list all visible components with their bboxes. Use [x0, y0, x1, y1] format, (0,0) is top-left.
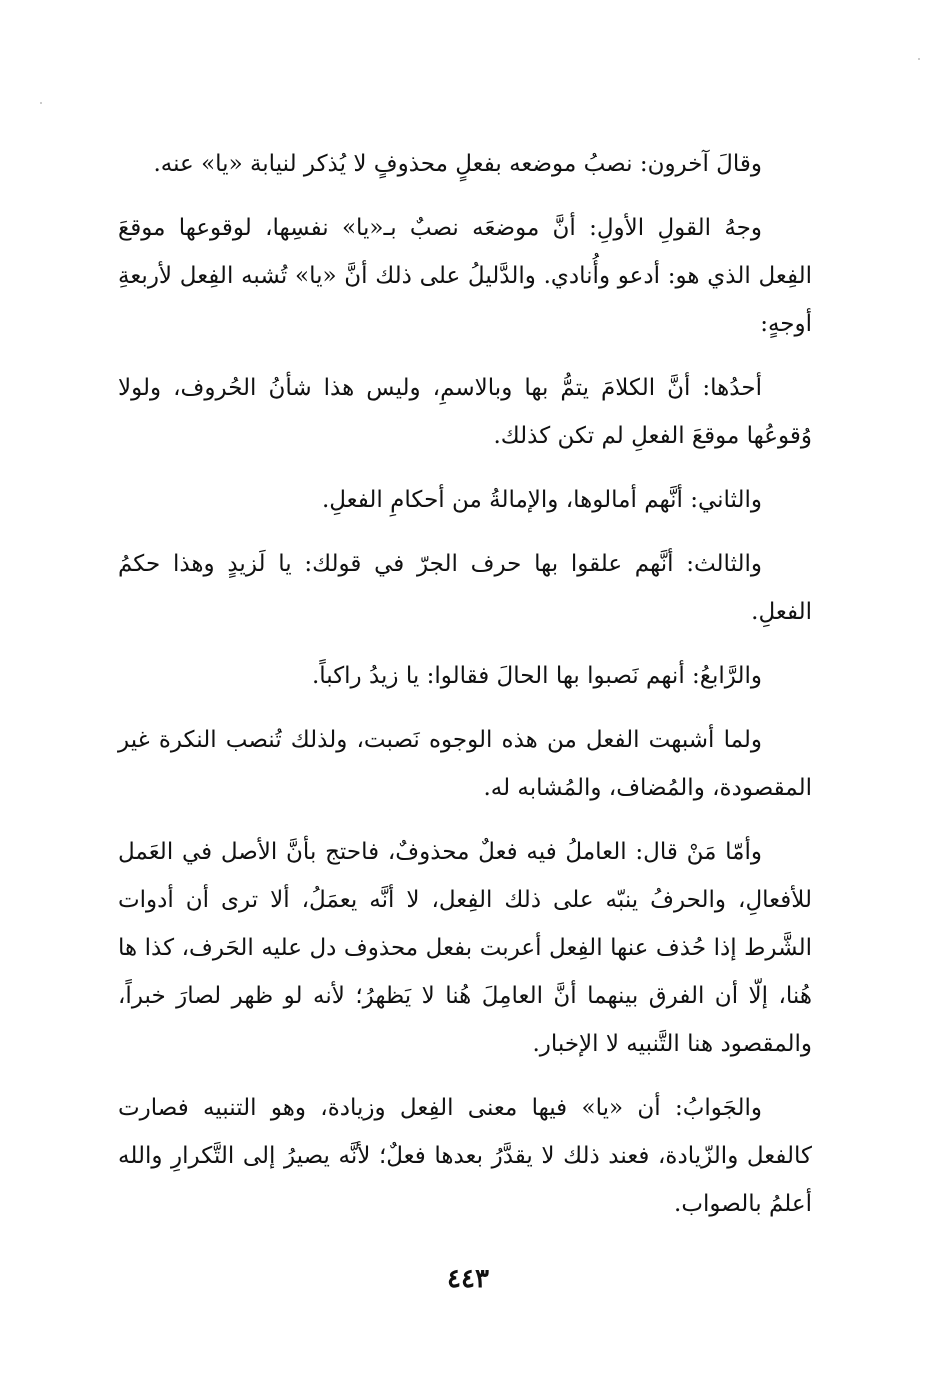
paragraph-first-view-reason: وجهُ القولِ الأولِ: أنَّ موضعَه نصبٌ بـ«يا» نفسِها، لوقوعها موقعَ الفِعل الذي هو: أدعو وأُنادي. والدَّليلُ على ذلك أنَّ «يا» تُشبه الفِعل لأربعةِ أوجهٍ:: [118, 215, 812, 337]
paragraph-second-view: وأمّا مَنْ قال: العاملُ فيه فعلٌ محذوفٌ، فاحتج بأنَّ الأصل في العَمل للأفعالِ، والحرفُ ينبّه على ذلك الفِعل، لا أنَّه يعمَلُ، ألا ترى أن أدوات الشَّرط إذا حُذف عنها الفِعل أعربت بفعل محذوف دل عليه الحَرف، كذا ها هُنا، إلّا أن الفرق بينهما أنَّ العامِلَ هُنا لا يَظهرُ؛ لأنه لو ظهر لصارَ خبراً، والمقصود هنا التَّنبيه لا الإخبار.: [118, 839, 812, 1057]
paragraph-reason-one: أحدُها: أنَّ الكلامَ يتمُّ بها وبالاسمِ، وليس هذا شأنُ الحُروف، ولولا وُقوعُها موقعَ الفعلِ لم تكن كذلك.: [118, 375, 812, 449]
paragraph-conclusion: ولما أشبهت الفعل من هذه الوجوه نَصبت، ولذلك تُنصب النكرة غير المقصودة، والمُضاف، والمُشابه له.: [118, 727, 812, 801]
paragraph-answer: والجَوابُ: أن «يا» فيها معنى الفِعل وزيادة، وهو التنبيه فصارت كالفعل والزّيادة، فعند ذلك لا يقدَّرُ بعدها فعلٌ؛ لأنَّه يصيرُ إلى التَّكرارِ والله أعلمُ بالصواب.: [118, 1095, 812, 1217]
body-text: [118, 140, 812, 1244]
paragraph-reason-four: والرَّابعُ: أنهم نَصبوا بها الحالَ فقالوا: يا زيدُ راكباً.: [311, 663, 762, 689]
page-number: ٤٤٣: [447, 1264, 489, 1294]
paragraph-other-opinion: وقالَ آخرون: نصبُ موضعه بفعلٍ محذوفٍ لا يُذكر لنيابة «يا» عنه.: [153, 151, 762, 177]
scan-speck: [918, 58, 920, 60]
paragraph-reason-three: والثالث: أنَّهم علقوا بها حرف الجرّ في قولك: يا لَزيدٍ وهذا حكمُ الفعلِ.: [118, 551, 812, 625]
paragraph-reason-two: والثاني: أنَّهم أمالوها، والإمالةُ من أحكامِ الفعلِ.: [321, 487, 762, 513]
scan-speck: [40, 102, 42, 104]
